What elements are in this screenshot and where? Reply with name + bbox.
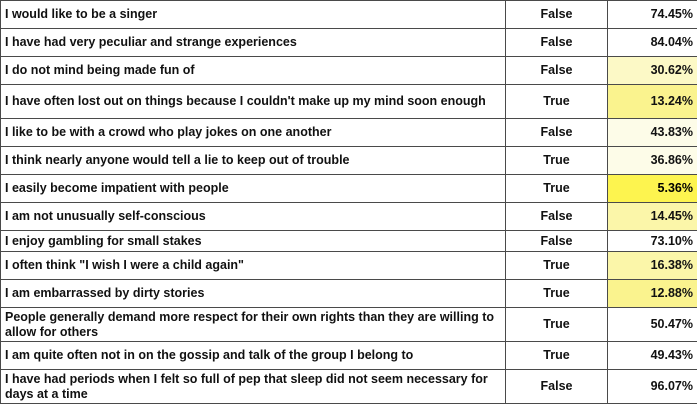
- table-row: [1, 231, 697, 252]
- table-row: [1, 1, 697, 29]
- answer-cell: True: [506, 280, 608, 308]
- answer-cell: False: [506, 57, 608, 85]
- table-row: [1, 342, 697, 370]
- statement-cell: People generally demand more respect for their own rights than they are willing to allow for others: [1, 308, 506, 342]
- answer-cell: True: [506, 308, 608, 342]
- statement-cell: I am embarrassed by dirty stories: [1, 280, 506, 308]
- percent-cell: 16.38%: [608, 252, 697, 280]
- answer-cell: True: [506, 85, 608, 119]
- statement-cell: I like to be with a crowd who play jokes on one another: [1, 119, 506, 147]
- percent-cell: 36.86%: [608, 147, 697, 175]
- percent-cell: 14.45%: [608, 203, 697, 231]
- percent-cell: 12.88%: [608, 280, 697, 308]
- statement-cell: I am not unusually self-conscious: [1, 203, 506, 231]
- percent-cell: 84.04%: [608, 29, 697, 57]
- statement-cell: I would like to be a singer: [1, 1, 506, 29]
- percent-cell: 13.24%: [608, 85, 697, 119]
- percent-cell: 74.45%: [608, 1, 697, 29]
- percent-cell: 96.07%: [608, 370, 697, 404]
- table-row: [1, 203, 697, 231]
- answer-cell: True: [506, 252, 608, 280]
- results-table-body: [1, 1, 697, 404]
- table-row: [1, 29, 697, 57]
- statement-cell: I easily become impatient with people: [1, 175, 506, 203]
- percent-cell: 43.83%: [608, 119, 697, 147]
- answer-cell: False: [506, 119, 608, 147]
- table-row: [1, 85, 697, 119]
- table-row: [1, 280, 697, 308]
- percent-cell: 50.47%: [608, 308, 697, 342]
- table-row: [1, 119, 697, 147]
- percent-cell: 49.43%: [608, 342, 697, 370]
- answer-cell: False: [506, 1, 608, 29]
- answer-cell: True: [506, 342, 608, 370]
- table-row: [1, 370, 697, 404]
- percent-cell: 30.62%: [608, 57, 697, 85]
- answer-cell: False: [506, 231, 608, 252]
- table-row: [1, 252, 697, 280]
- statement-cell: I do not mind being made fun of: [1, 57, 506, 85]
- answer-cell: False: [506, 29, 608, 57]
- statement-cell: I often think "I wish I were a child again": [1, 252, 506, 280]
- table-row: [1, 175, 697, 203]
- answer-cell: False: [506, 370, 608, 404]
- statement-cell: I have had periods when I felt so full of pep that sleep did not seem necessary for days at a time: [1, 370, 506, 404]
- statement-cell: I have had very peculiar and strange experiences: [1, 29, 506, 57]
- answer-cell: True: [506, 147, 608, 175]
- answer-cell: True: [506, 175, 608, 203]
- statement-cell: I have often lost out on things because I couldn't make up my mind soon enough: [1, 85, 506, 119]
- statement-cell: I think nearly anyone would tell a lie to keep out of trouble: [1, 147, 506, 175]
- table-row: [1, 57, 697, 85]
- table-row: [1, 308, 697, 342]
- statement-cell: I am quite often not in on the gossip and talk of the group I belong to: [1, 342, 506, 370]
- table-row: [1, 147, 697, 175]
- answer-cell: False: [506, 203, 608, 231]
- percent-cell: 5.36%: [608, 175, 697, 203]
- statement-cell: I enjoy gambling for small stakes: [1, 231, 506, 252]
- percent-cell: 73.10%: [608, 231, 697, 252]
